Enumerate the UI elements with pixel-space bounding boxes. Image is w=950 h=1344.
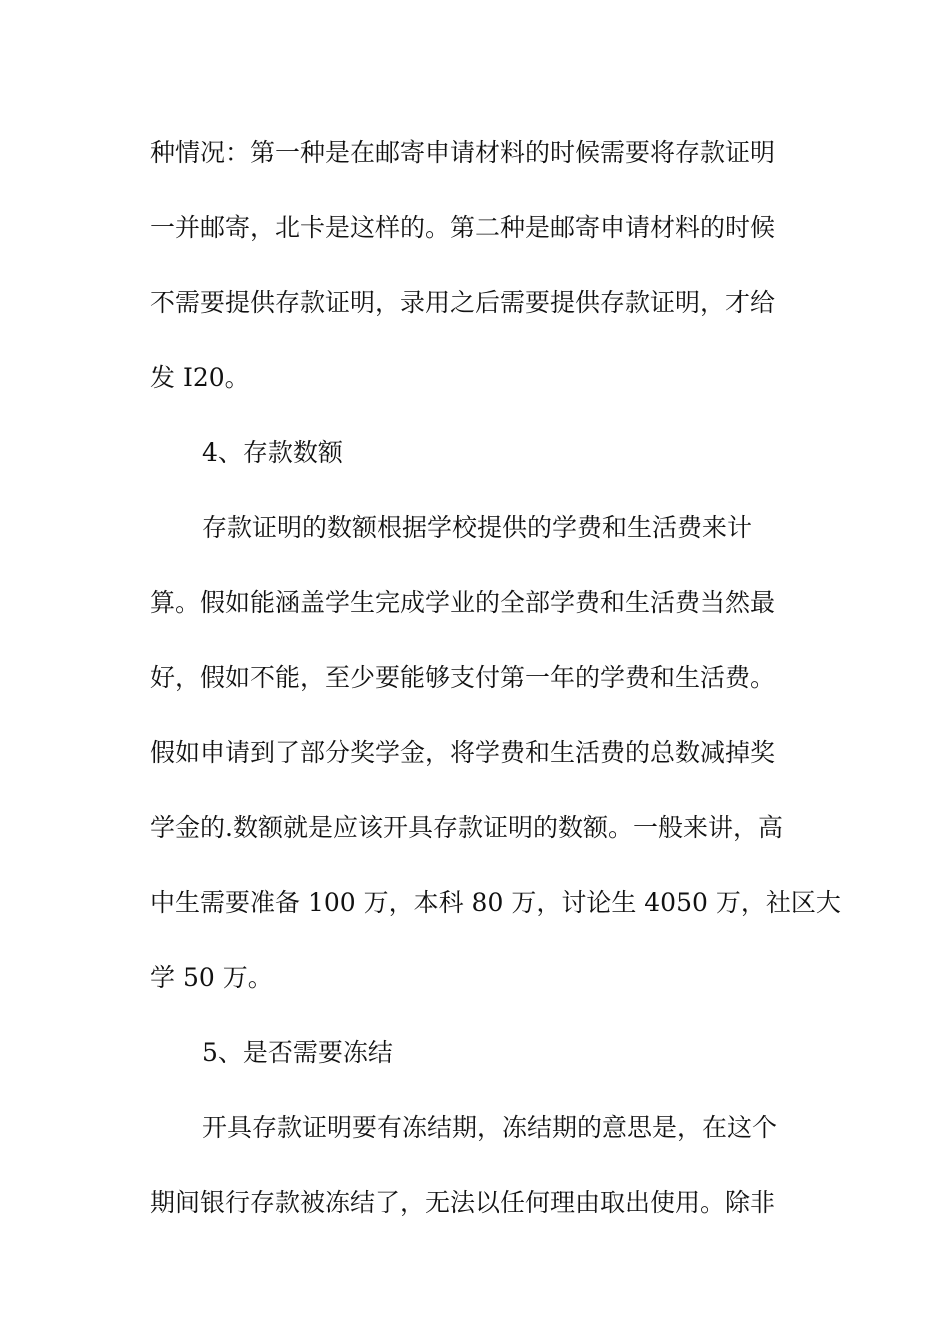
document-body: [150, 115, 841, 1240]
paragraph-line: 中生需要准备 100 万，本科 80 万，讨论生 4050 万，社区大: [150, 888, 841, 917]
paragraph-line: 发 I20。: [150, 363, 250, 392]
section-heading-deposit-amount: 4、存款数额: [202, 438, 343, 467]
paragraph-line: 学 50 万。: [150, 963, 273, 992]
paragraph-line: 期间银行存款被冻结了，无法以任何理由取出使用。除非: [150, 1188, 776, 1217]
paragraph-line: 不需要提供存款证明，录用之后需要提供存款证明，才给: [150, 288, 776, 317]
section-heading-freeze: 5、是否需要冻结: [202, 1038, 393, 1067]
paragraph-line: 学金的.数额就是应该开具存款证明的数额。一般来讲，高: [150, 813, 783, 842]
paragraph-line: 一并邮寄，北卡是这样的。第二种是邮寄申请材料的时候: [150, 213, 776, 242]
paragraph-line: 假如申请到了部分奖学金，将学费和生活费的总数减掉奖: [150, 738, 776, 767]
paragraph-line: 算。假如能涵盖学生完成学业的全部学费和生活费当然最: [150, 588, 776, 617]
paragraph-line: 好，假如不能，至少要能够支付第一年的学费和生活费。: [150, 663, 776, 692]
paragraph-line: 种情况：第一种是在邮寄申请材料的时候需要将存款证明: [150, 138, 776, 167]
paragraph-line: 开具存款证明要有冻结期，冻结期的意思是，在这个: [202, 1113, 778, 1142]
paragraph-line: 存款证明的数额根据学校提供的学费和生活费来计: [202, 513, 753, 542]
